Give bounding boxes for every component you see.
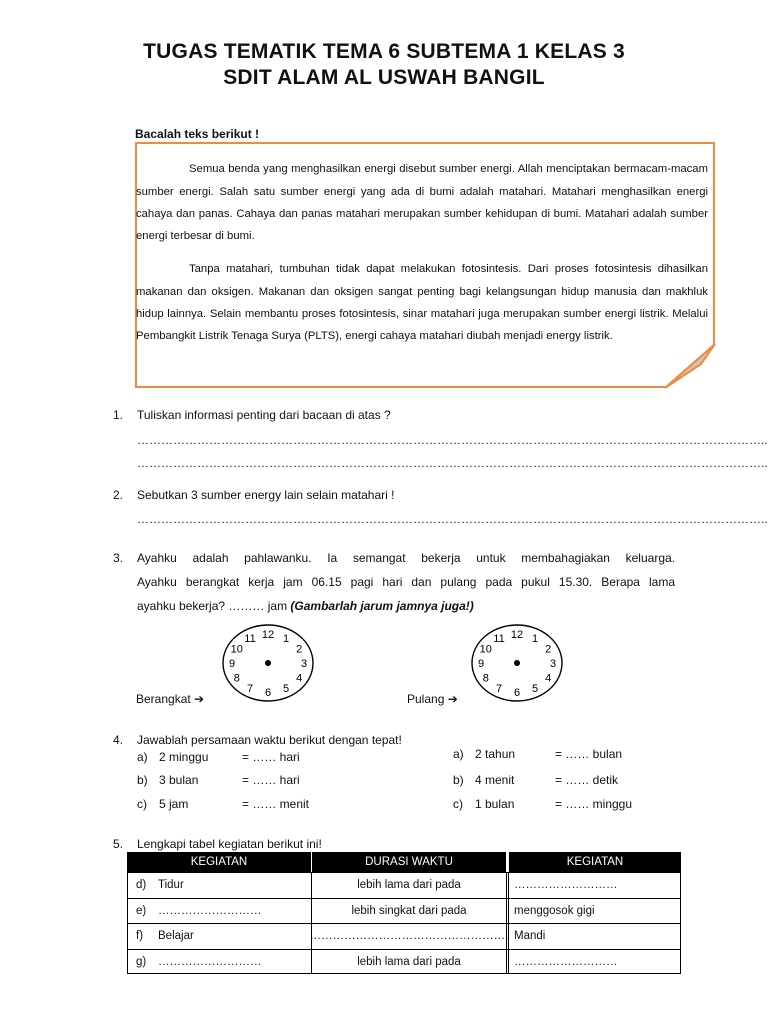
question-5-number: 5.: [113, 837, 124, 851]
eq-answer[interactable]: = …… detik: [555, 773, 619, 787]
eq-letter: b): [453, 773, 464, 787]
question-3-number: 3.: [113, 551, 124, 565]
duration-cell[interactable]: …………………………………………….: [311, 924, 506, 949]
clock-return[interactable]: [469, 622, 565, 704]
clock-number: 1: [531, 632, 539, 645]
clock-number: 9: [228, 658, 236, 670]
activity-cell-2[interactable]: ………………………: [506, 950, 681, 975]
eq-item: 1 bulan: [475, 797, 515, 811]
question-2-number: 2.: [113, 488, 124, 502]
question-4-number: 4.: [113, 733, 124, 747]
clock-number: 3: [549, 658, 557, 670]
clock-number: 8: [482, 672, 489, 685]
reading-paragraph-1: Semua benda yang menghasilkan energi disebut sumber energi. Allah menciptakan bermacam-macam sumber energi. Salah satu sumber energi yang ada di bumi adalah matahari. Matahari menghasilkan energi cahaya dan panas. Cahaya dan panas matahari merupakan sumber kehidupan di bumi. Matahari adalah sumber energi terbesar di bumi.: [136, 163, 708, 242]
activity-cell[interactable]: ………………………: [158, 904, 262, 917]
clock-number: 10: [230, 643, 243, 656]
activity-cell: Tidur: [158, 878, 184, 891]
table-header-activity-2: KEGIATAN: [506, 852, 681, 872]
clock-number: 11: [244, 632, 256, 645]
eq-answer[interactable]: = …… menit: [242, 797, 310, 811]
eq-letter: a): [453, 747, 464, 761]
clock-number: 12: [510, 629, 524, 641]
eq-item: 4 menit: [475, 773, 515, 787]
table-header-activity: KEGIATAN: [127, 852, 311, 872]
clock-number: 5: [531, 683, 539, 696]
activity-cell-2[interactable]: ………………………: [506, 872, 681, 898]
clock-number: 11: [493, 632, 505, 645]
clock-center: [514, 660, 520, 666]
question-3-line-1: Ayahku adalah pahlawanku. Ia semangat bekerja untuk membahagiakan keluarga.: [137, 551, 675, 565]
eq-answer[interactable]: = …… hari: [242, 773, 300, 787]
return-label: Pulang ➔: [407, 692, 458, 706]
duration-cell: lebih singkat dari pada: [311, 899, 506, 924]
departure-label: Berangkat ➔: [136, 692, 205, 706]
clock-number: 7: [246, 683, 254, 696]
clock-number: 1: [282, 632, 290, 645]
clock-number: 4: [545, 672, 552, 685]
clock-number: 2: [545, 643, 552, 656]
clock-number: 10: [479, 643, 492, 656]
eq-answer[interactable]: = …… bulan: [555, 747, 623, 761]
eq-answer[interactable]: = …… minggu: [555, 797, 633, 811]
clock-number: 7: [495, 683, 503, 696]
clock-number: 3: [300, 658, 308, 670]
clock-number: 2: [296, 643, 303, 656]
row-letter: e): [136, 904, 147, 917]
reading-paragraph-2: Tanpa matahari, tumbuhan tidak dapat melakukan fotosintesis. Dari proses fotosintesis dihasilkan makanan dan oksigen. Makanan dan oksigen sangat penting bagi kelangsungan hidup manusia dan makhluk hidup lainnya. Selain membantu proses fotosintesis, sinar matahari juga merupakan sumber energi listrik. Melalui Pembangkit Listrik Tenaga Surya (PLTS), energi cahaya matahari diubah menjadi energy listrik.: [136, 263, 708, 343]
question-3-prompt: ayahku bekerja? ……… jam: [137, 599, 291, 613]
answer-line[interactable]: …………………………………………………………………………………………………………………………………………..: [137, 456, 768, 470]
table-row: [127, 949, 681, 975]
question-3-line-3: [137, 599, 474, 613]
clock-number: 9: [477, 658, 485, 670]
activity-cell[interactable]: ………………………: [158, 955, 262, 968]
reading-label: Bacalah teks berikut !: [135, 127, 260, 141]
eq-item: 2 tahun: [475, 747, 516, 761]
reading-text: [136, 147, 708, 359]
clock-number: 6: [264, 687, 272, 699]
clock-departure[interactable]: [220, 622, 316, 704]
eq-letter: c): [137, 797, 147, 811]
eq-letter: a): [137, 750, 148, 764]
row-letter: f): [136, 930, 144, 943]
activity-cell-2: menggosok gigi: [506, 899, 681, 924]
eq-letter: c): [453, 797, 463, 811]
answer-line[interactable]: …………………………………………………………………………………………………………………………………………..: [137, 512, 768, 526]
question-4-text: Jawablah persamaan waktu berikut dengan tepat!: [137, 733, 402, 747]
eq-item: 5 jam: [159, 797, 189, 811]
question-1-text: Tuliskan informasi penting dari bacaan di atas ?: [137, 408, 391, 422]
table-row: [127, 898, 681, 924]
row-letter: d): [136, 878, 147, 891]
activity-cell-2: Mandi: [506, 924, 681, 949]
question-3-line-2: Ayahku berangkat kerja jam 06.15 pagi hari dan pulang pada pukul 15.30. Berapa lama: [137, 575, 675, 589]
page-title: TUGAS TEMATIK TEMA 6 SUBTEMA 1 KELAS 3: [143, 40, 625, 63]
clock-number: 4: [296, 672, 303, 685]
row-letter: g): [136, 955, 147, 968]
table-row: [127, 872, 681, 898]
answer-line[interactable]: …………………………………………………………………………………………………………………………………………..: [137, 433, 768, 447]
duration-cell: lebih lama dari pada: [311, 950, 506, 975]
table-row: [127, 923, 681, 949]
school-name: SDIT ALAM AL USWAH BANGIL: [223, 66, 545, 89]
question-5-text: Lengkapi tabel kegiatan berikut ini!: [137, 837, 322, 851]
eq-item: 2 minggu: [159, 750, 209, 764]
eq-answer[interactable]: = …… hari: [242, 750, 300, 764]
question-1-number: 1.: [113, 408, 124, 422]
activity-cell: Belajar: [158, 930, 194, 943]
clock-center: [265, 660, 271, 666]
question-3-instruction: (Gambarlah jarum jamnya juga!): [290, 599, 474, 613]
clock-number: 5: [282, 683, 290, 696]
clock-number: 8: [233, 672, 240, 685]
duration-cell: lebih lama dari pada: [311, 872, 506, 898]
clock-number: 6: [513, 687, 521, 699]
eq-item: 3 bulan: [159, 773, 199, 787]
clock-number: 12: [261, 629, 275, 641]
eq-letter: b): [137, 773, 148, 787]
table-header-duration: DURASI WAKTU: [311, 852, 506, 872]
question-2-text: Sebutkan 3 sumber energy lain selain matahari !: [137, 488, 395, 502]
activity-table: [127, 852, 681, 974]
